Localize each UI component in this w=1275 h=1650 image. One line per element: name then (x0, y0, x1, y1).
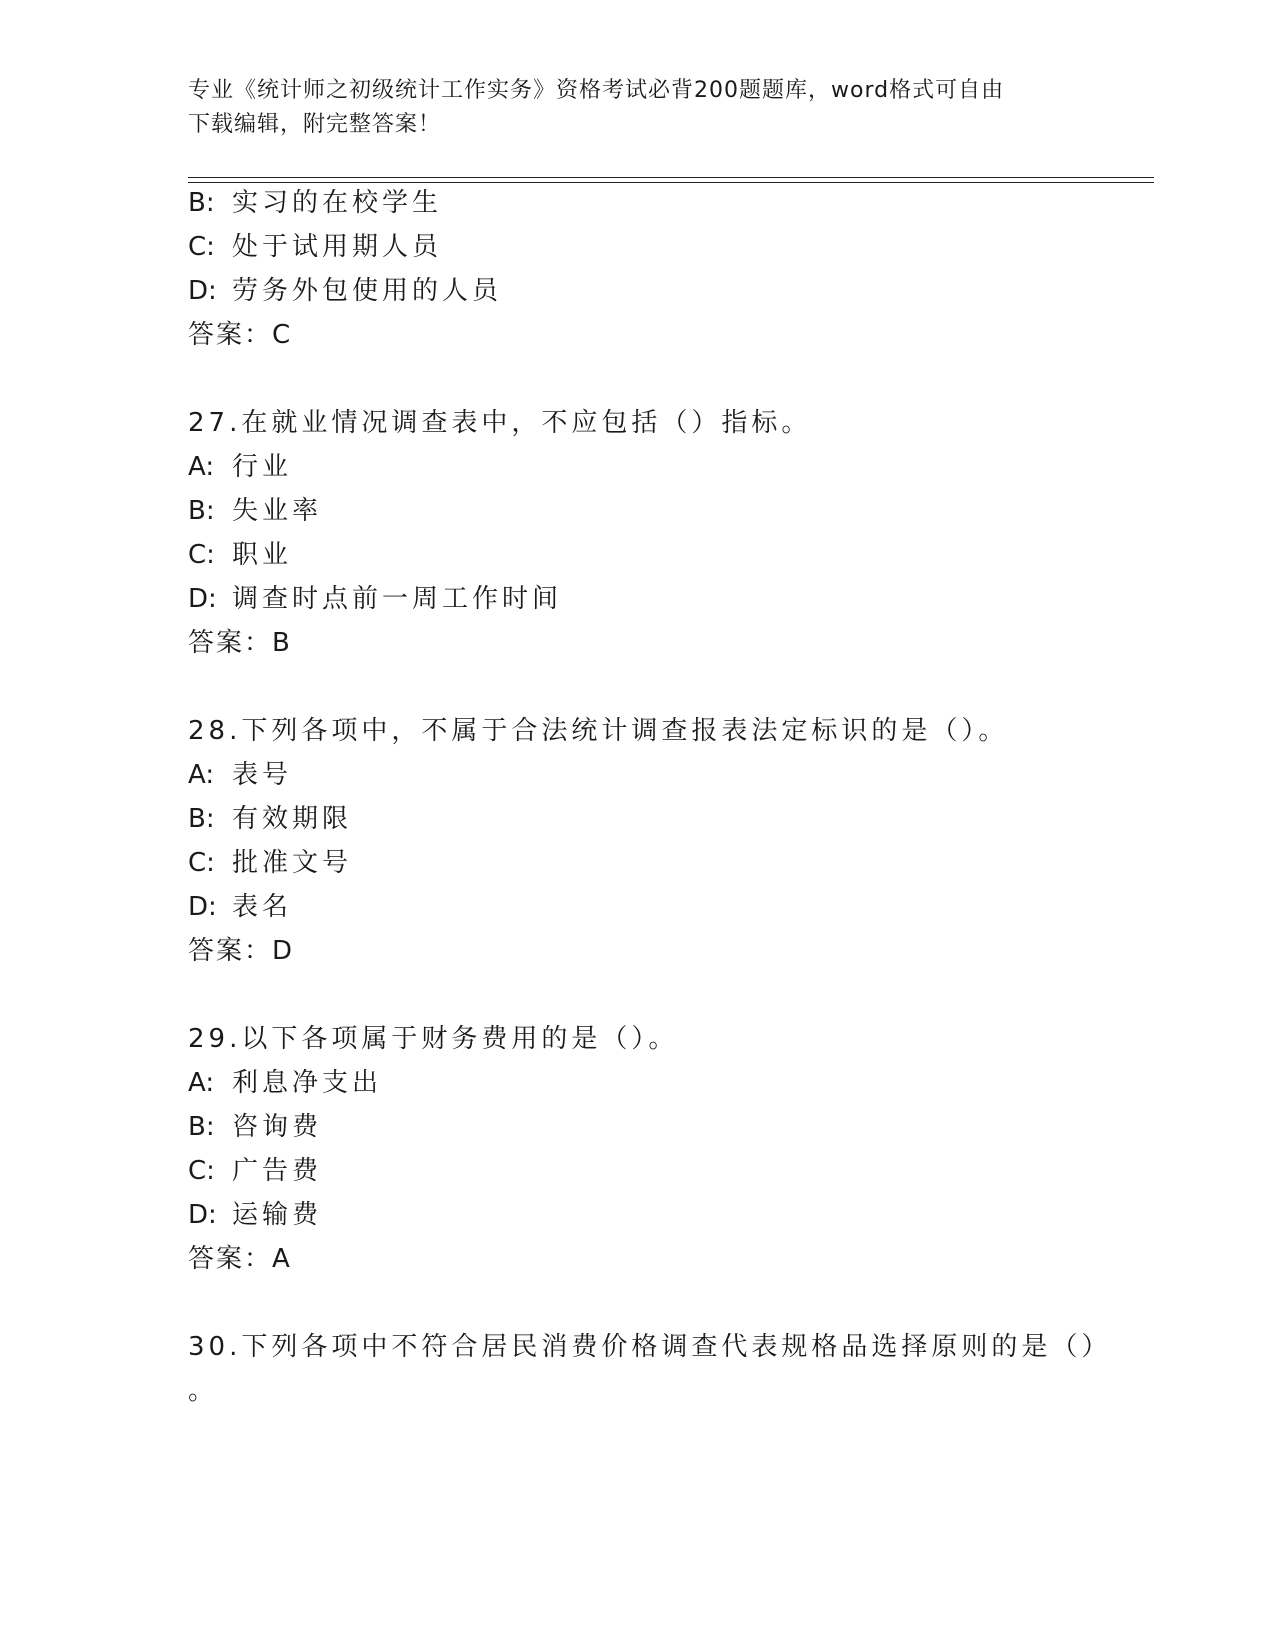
option-text: 行业 (232, 452, 293, 482)
option-label: A: (188, 452, 215, 482)
q26-option-d (188, 276, 502, 306)
q29-option-b (188, 1112, 322, 1142)
q28-option-d (188, 892, 292, 922)
option-text: 职业 (232, 540, 293, 570)
option-label: C: (188, 232, 215, 262)
q26-option-b (188, 188, 442, 218)
q28-option-b (188, 804, 352, 834)
option-text: 表名 (232, 892, 293, 922)
option-text: 批准文号 (232, 848, 353, 878)
option-text: 劳务外包使用的人员 (232, 276, 503, 306)
q26-answer: 答案：C (188, 320, 293, 350)
option-text: 运输费 (232, 1200, 323, 1230)
q27-stem: 27.在就业情况调查表中，不应包括（）指标。 (188, 408, 812, 438)
q30-stem-line-2: 。 (188, 1376, 219, 1406)
q28-answer: 答案：D (188, 936, 295, 966)
q29-stem: 29.以下各项属于财务费用的是（）。 (188, 1024, 679, 1054)
q27-option-a (188, 452, 292, 482)
header-divider-bottom (188, 182, 1154, 183)
q29-option-d (188, 1200, 322, 1230)
header-line-2: 下载编辑，附完整答案！ (188, 112, 442, 137)
option-text: 有效期限 (232, 804, 353, 834)
q27-option-c (188, 540, 292, 570)
option-text: 调查时点前一周工作时间 (232, 584, 563, 614)
q29-option-a (188, 1068, 382, 1098)
option-label: B: (188, 188, 215, 218)
option-text: 广告费 (232, 1156, 323, 1186)
header-line-1: 专业《统计师之初级统计工作实务》资格考试必背200题题库，word格式可自由 (188, 78, 1005, 103)
header-divider-top (188, 177, 1154, 178)
option-label: D: (188, 584, 217, 614)
option-text: 失业率 (232, 496, 323, 526)
q28-stem: 28.下列各项中，不属于合法统计调查报表法定标识的是（）。 (188, 716, 1009, 746)
option-label: B: (188, 1112, 215, 1142)
q27-option-d (188, 584, 562, 614)
q26-option-c (188, 232, 442, 262)
option-label: D: (188, 276, 217, 306)
option-text: 利息净支出 (232, 1068, 383, 1098)
option-text: 实习的在校学生 (232, 188, 443, 218)
q30-stem-line-1: 30.下列各项中不符合居民消费价格调查代表规格品选择原则的是（） (188, 1332, 1112, 1362)
option-text: 表号 (232, 760, 293, 790)
q28-option-c (188, 848, 352, 878)
option-label: C: (188, 848, 215, 878)
q27-answer: 答案：B (188, 628, 292, 658)
option-text: 咨询费 (232, 1112, 323, 1142)
q28-option-a (188, 760, 292, 790)
option-label: B: (188, 496, 215, 526)
document-header (188, 74, 1068, 142)
option-label: C: (188, 540, 215, 570)
q29-option-c (188, 1156, 322, 1186)
q27-option-b (188, 496, 322, 526)
option-label: D: (188, 892, 217, 922)
option-label: A: (188, 760, 215, 790)
q29-answer: 答案：A (188, 1244, 292, 1274)
option-label: A: (188, 1068, 215, 1098)
option-text: 处于试用期人员 (232, 232, 443, 262)
option-label: B: (188, 804, 215, 834)
option-label: D: (188, 1200, 217, 1230)
option-label: C: (188, 1156, 215, 1186)
